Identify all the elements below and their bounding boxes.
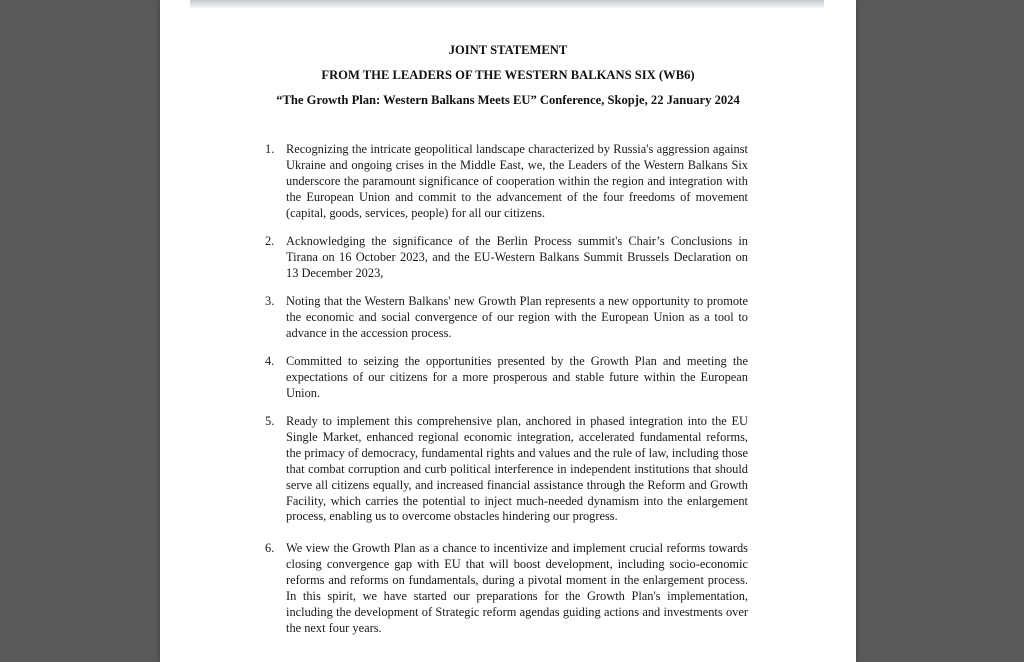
item-number: 3. xyxy=(265,294,275,308)
document-page[interactable] xyxy=(160,0,856,662)
page-content xyxy=(160,0,856,662)
item-number: 2. xyxy=(265,234,275,248)
item-text: Committed to seizing the opportunities presented by the Growth Plan and meeting the expectations of our citizens for a more prosperous and stable future within the European Union. xyxy=(286,354,748,400)
item-text: Acknowledging the significance of the Berlin Process summit's Chair’s Conclusions in Tirana on 16 October 2023, and the EU-Western Balkans Summit Brussels Declaration on 13 December 2023, xyxy=(286,234,748,280)
statement-title: JOINT STATEMENT xyxy=(448,43,568,57)
previous-page-edge xyxy=(190,0,824,9)
statement-subtitle: FROM THE LEADERS OF THE WESTERN BALKANS SIX (WB6) xyxy=(321,68,695,82)
item-number: 4. xyxy=(265,354,275,368)
item-number: 5. xyxy=(265,414,275,428)
item-number: 1. xyxy=(265,142,275,156)
item-text: Ready to implement this comprehensive plan, anchored in phased integration into the EU Single Market, enhanced regional economic integration, accelerated fundamental reforms, the primacy of democracy, fundamental rights and values and the rule of law, including those that combat corruption and curb political interference in independent institutions that should serve all citizens equally, and increased financial assistance through the Reform and Growth Facility, which carries the potential to inject much-needed dynamism into the enlargement process, enabling us to overcome obstacles hindering our progress. xyxy=(286,414,748,524)
item-text: Noting that the Western Balkans' new Growth Plan represents a new opportunity to promote the economic and social convergence of our region with the European Union as a tool to advance in the accession process. xyxy=(286,294,748,340)
item-text: We view the Growth Plan as a chance to incentivize and implement crucial reforms towards closing convergence gap with EU that will boost development, including socio-economic reforms and reforms on fundamentals, during a pivotal moment in the enlargement process. In this spirit, we have started our preparations for the Growth Plan's implementation, including the development of Strategic reform agendas guiding actions and investments over the next four years. xyxy=(286,541,748,635)
conference-title: “The Growth Plan: Western Balkans Meets EU” Conference, Skopje, 22 January 2024 xyxy=(276,93,740,107)
item-number: 6. xyxy=(265,541,275,555)
item-text: Recognizing the intricate geopolitical landscape characterized by Russia's aggression against Ukraine and ongoing crises in the Middle East, we, the Leaders of the Western Balkans Six underscore the paramount significance of cooperation within the region and integration with the European Union and commit to the advancement of the four freedoms of movement (capital, goods, services, people) for all our citizens. xyxy=(286,142,748,220)
